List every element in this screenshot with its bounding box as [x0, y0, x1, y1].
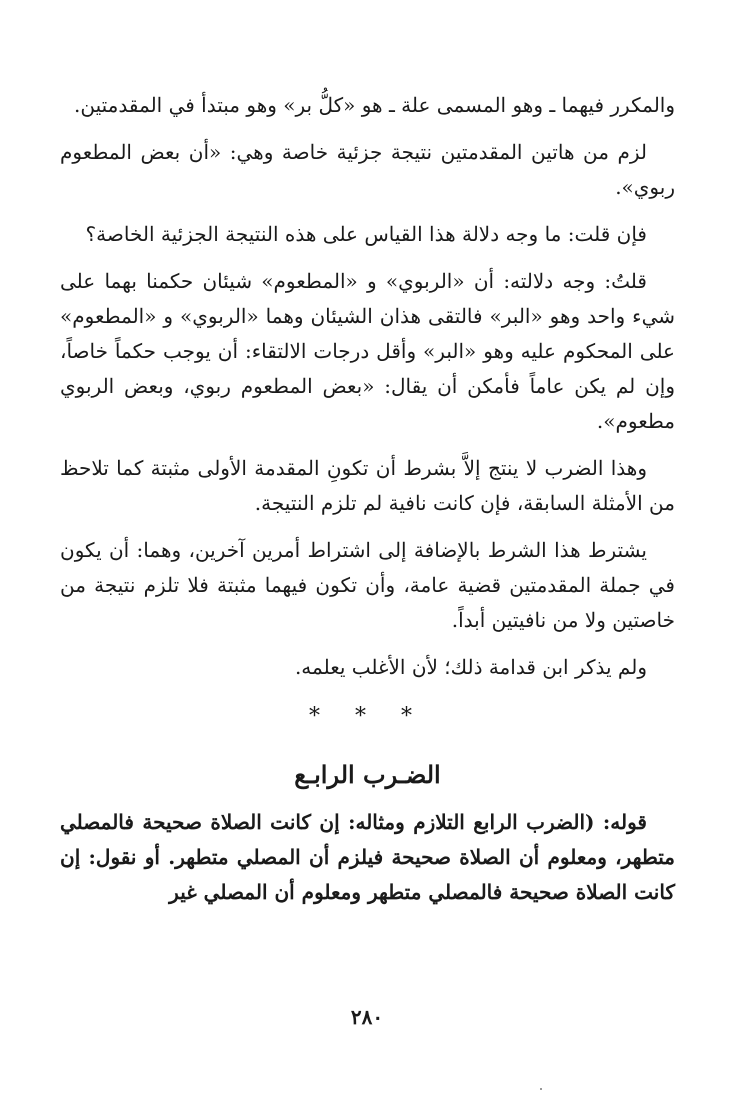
section-separator: * * * [309, 704, 426, 729]
paragraph-6: يشترط هذا الشرط بالإضافة إلى اشتراط أمرين آخرين، وهما: أن يكون في جملة المقدمتين قضية عامة، وأن تكون فيهما مثبتة فلا تلزم نتيجة من خاصتين ولا من نافيتين أبداً. [60, 538, 675, 632]
paragraph-5: وهذا الضرب لا ينتج إلاَّ بشرط أن تكونِ المقدمة الأولى مثبتة كما تلاحظ من الأمثلة السابقة، فإن كانت نافية لم تلزم النتيجة. [60, 456, 675, 515]
scan-speck [540, 1088, 542, 1090]
page-number: ٢٨٠ [350, 1005, 384, 1029]
paragraph-4: قلتُ: وجه دلالته: أن «الربوي» و «المطعوم» شيئان حكمنا بهما على شيء واحد وهو «البر» فالتقى هذان الشيئان وهما «الربوي» و «المطعوم» على المحكوم عليه وهو «البر» وأقل درجات الالتقاء: أن يوجب حكماً خاصاً، وإن لم يكن عاماً فأمكن أن يقال: «بعض المطعوم ربوي، وبعض الربوي مطعوم». [60, 269, 675, 433]
paragraph-2: لزم من هاتين المقدمتين نتيجة جزئية خاصة وهي: «أن بعض المطعوم ربوي». [60, 140, 675, 199]
paragraph-7: ولم يذكر ابن قدامة ذلك؛ لأن الأغلب يعلمه. [294, 655, 647, 679]
page-body [60, 88, 675, 910]
section-heading: الضـرب الرابـع [294, 760, 441, 789]
paragraph-3: فإن قلت: ما وجه دلالة هذا القياس على هذه النتيجة الجزئية الخاصة؟ [85, 222, 647, 246]
paragraph-1: والمكرر فيهما ـ وهو المسمى علة ـ هو «كلُّ بر» وهو مبتدأ في المقدمتين. [74, 93, 675, 117]
quoted-paragraph: قوله: (الضرب الرابع التلازم ومثاله: إن كانت الصلاة صحيحة فالمصلي متطهر، ومعلوم أن الصلاة صحيحة فيلزم أن المصلي متطهر. أو نقول: إن كانت الصلاة صحيحة فالمصلي متطهر ومعلوم أن المصلي غير [60, 810, 675, 904]
